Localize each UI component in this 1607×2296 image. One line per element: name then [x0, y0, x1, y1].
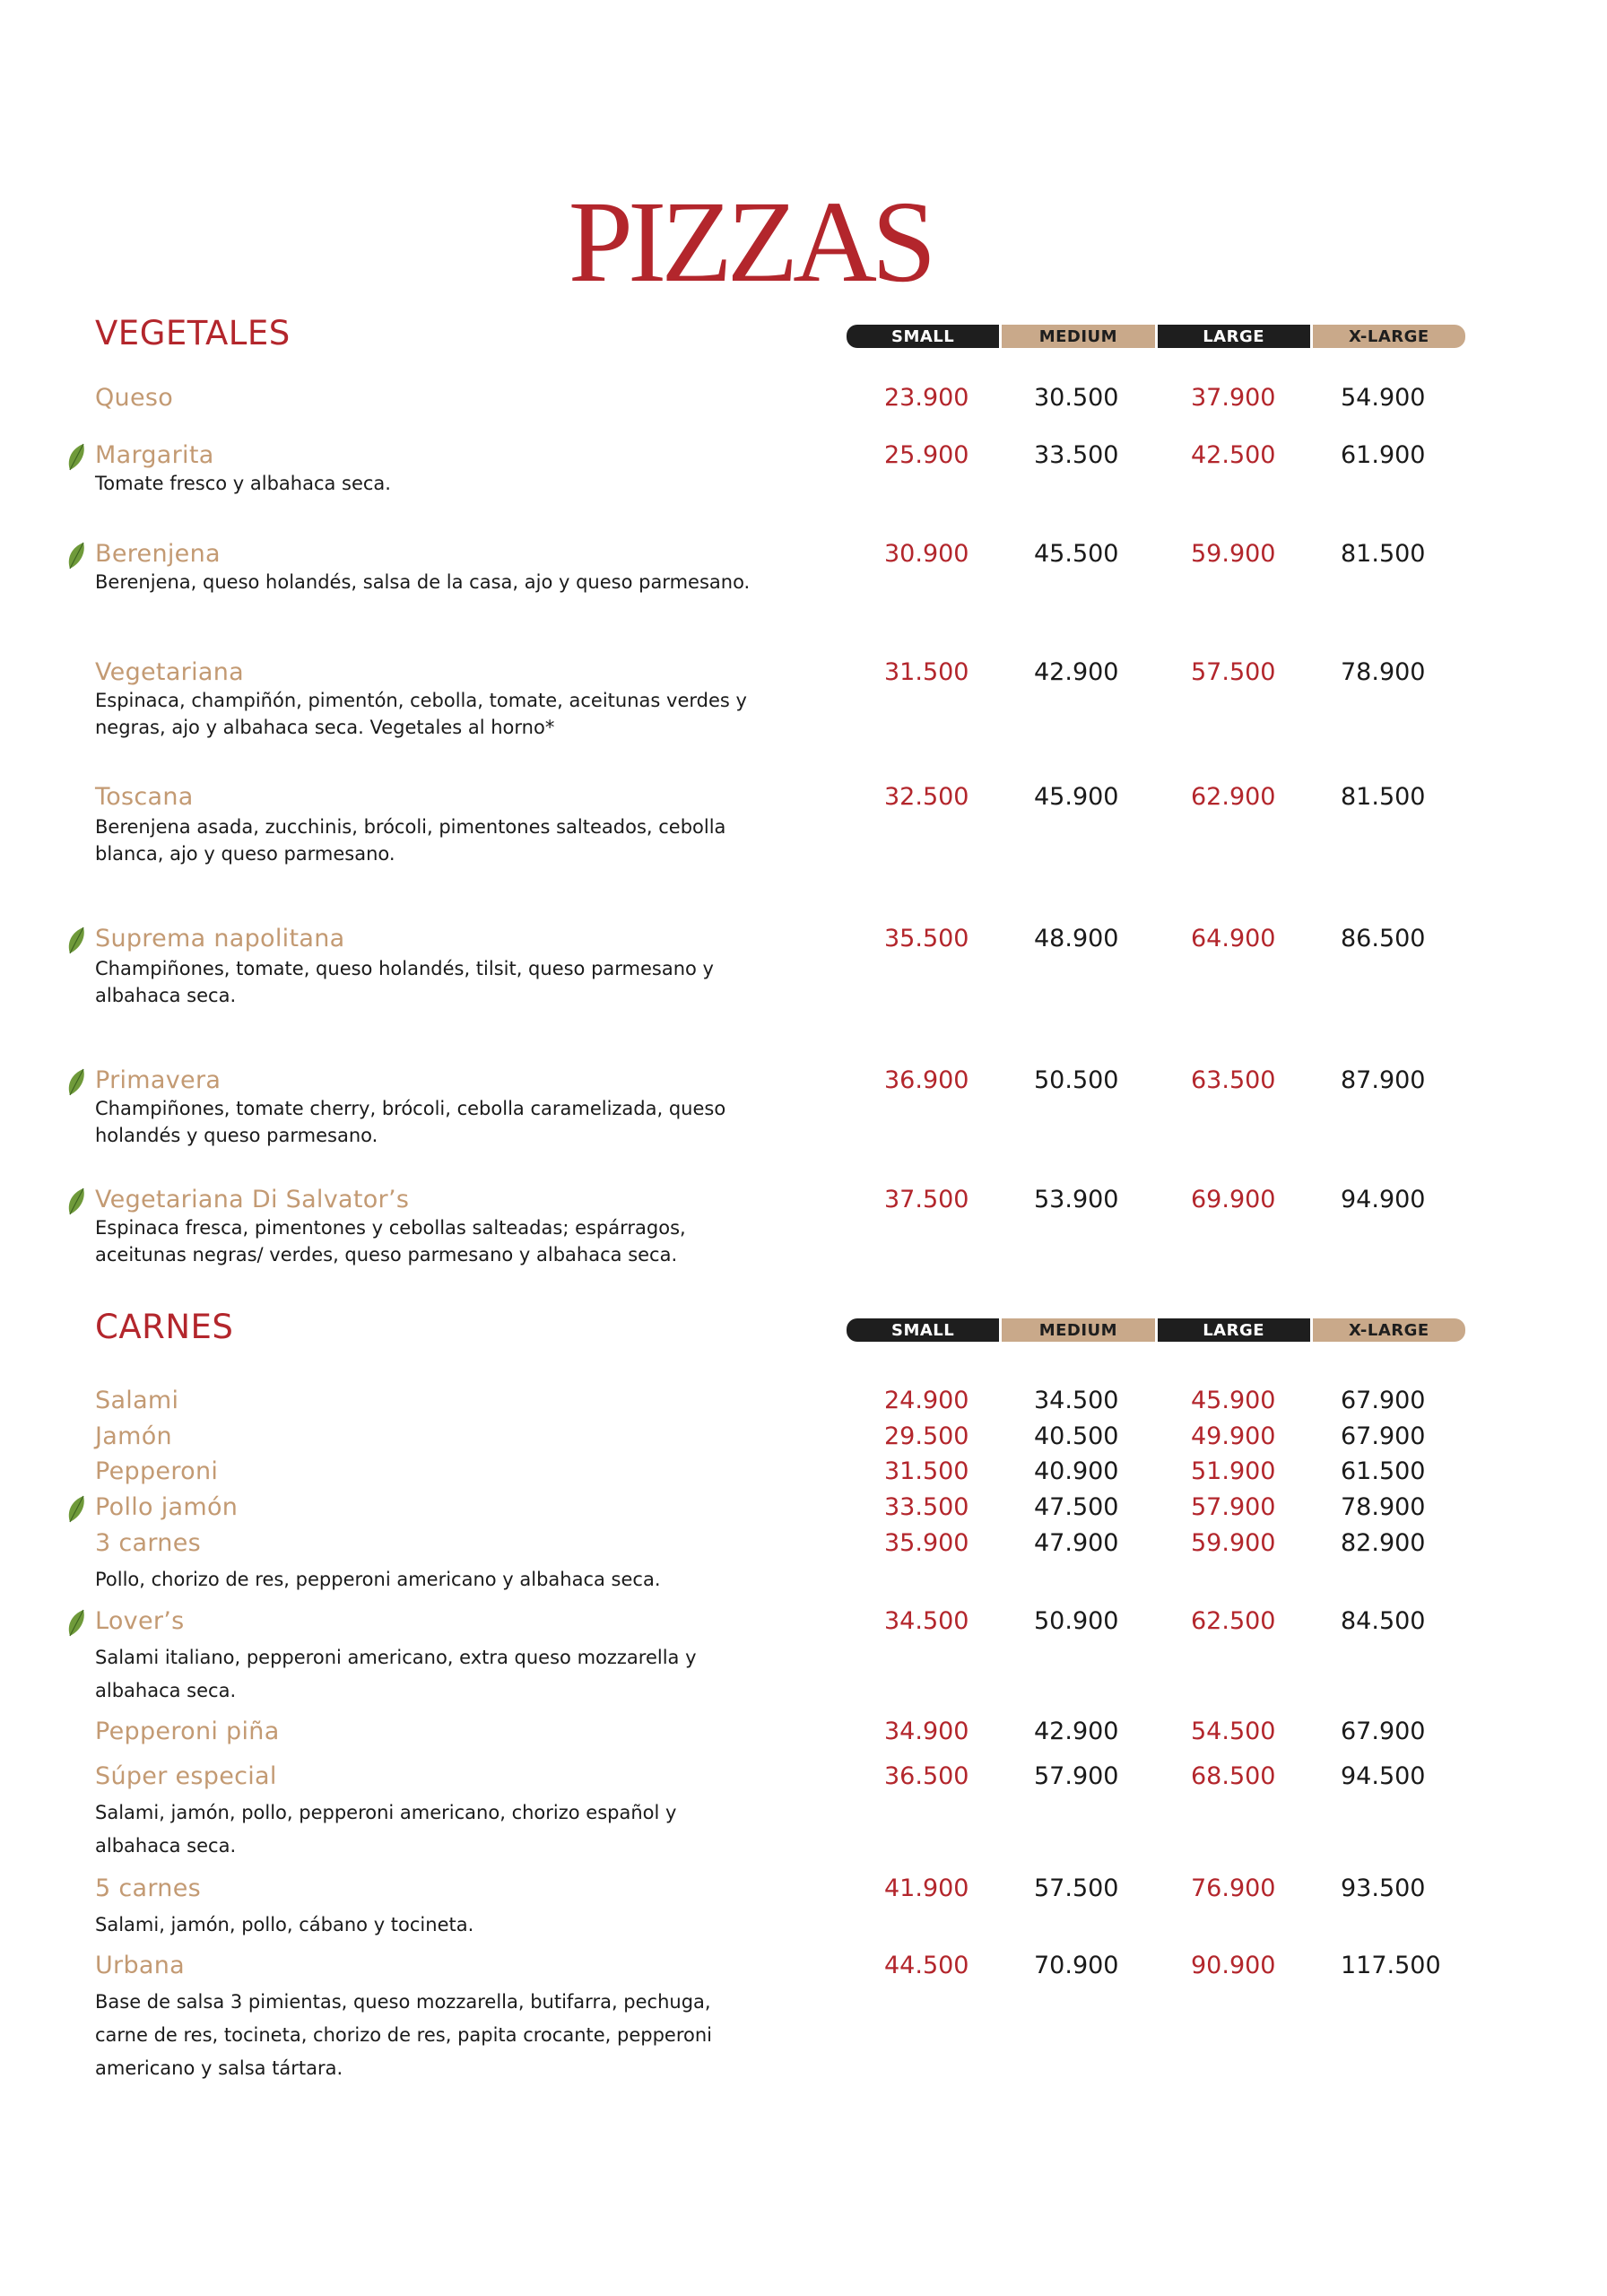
price-large: 54.500	[1191, 1718, 1276, 1745]
price-x-large: 84.500	[1341, 1607, 1426, 1635]
price-medium: 53.900	[1034, 1186, 1119, 1213]
item-name: Jamón	[95, 1422, 172, 1450]
price-large: 51.900	[1191, 1457, 1276, 1485]
price-large: 62.500	[1191, 1607, 1276, 1635]
item-description: Salami, jamón, pollo, cábano y tocineta.	[95, 1914, 474, 1935]
price-large: 45.900	[1191, 1387, 1276, 1414]
price-medium: 47.500	[1034, 1493, 1119, 1521]
price-small: 25.900	[884, 441, 969, 469]
size-header-carnes	[847, 1318, 1465, 1342]
size-header-vegetales	[847, 325, 1465, 348]
price-large: 64.900	[1191, 925, 1276, 952]
price-medium: 40.500	[1034, 1422, 1119, 1450]
price-medium: 45.500	[1034, 540, 1119, 568]
price-medium: 30.500	[1034, 384, 1119, 412]
price-large: 59.900	[1191, 1529, 1276, 1557]
price-small: 34.500	[884, 1607, 969, 1635]
price-medium: 50.500	[1034, 1066, 1119, 1094]
item-name: Vegetariana	[95, 658, 244, 686]
item-description: Salami italiano, pepperoni americano, extra queso mozzarella y albahaca seca.	[95, 1647, 697, 1701]
vegetarian-leaf-icon	[66, 443, 86, 472]
vegetarian-leaf-icon	[66, 542, 86, 570]
price-medium: 47.900	[1034, 1529, 1119, 1557]
size-label-large: LARGE	[1158, 325, 1310, 348]
item-description: Salami, jamón, pollo, pepperoni americano, chorizo español y albahaca seca.	[95, 1802, 677, 1857]
item-name: Pepperoni piña	[95, 1718, 280, 1745]
price-medium: 42.900	[1034, 1718, 1119, 1745]
price-large: 62.900	[1191, 783, 1276, 811]
price-medium: 40.900	[1034, 1457, 1119, 1485]
item-name: Margarita	[95, 441, 214, 469]
price-large: 90.900	[1191, 1952, 1276, 1979]
item-name: Toscana	[95, 783, 194, 811]
price-large: 69.900	[1191, 1186, 1276, 1213]
price-small: 23.900	[884, 384, 969, 412]
price-x-large: 61.500	[1341, 1457, 1426, 1485]
price-x-large: 82.900	[1341, 1529, 1426, 1557]
price-x-large: 86.500	[1341, 925, 1426, 952]
price-small: 29.500	[884, 1422, 969, 1450]
price-small: 30.900	[884, 540, 969, 568]
price-x-large: 78.900	[1341, 658, 1426, 686]
item-description: Espinaca, champiñón, pimentón, cebolla, tomate, aceitunas verdes y negras, ajo y albahaca seca. Vegetales al horno*	[95, 690, 747, 738]
price-x-large: 54.900	[1341, 384, 1426, 412]
item-description: Espinaca fresca, pimentones y cebollas salteadas; espárragos, aceitunas negras/ verdes, queso parmesano y albahaca seca.	[95, 1217, 686, 1265]
item-name: Urbana	[95, 1952, 186, 1979]
price-x-large: 78.900	[1341, 1493, 1426, 1521]
item-name: Lover’s	[95, 1607, 185, 1635]
item-name: Suprema napolitana	[95, 925, 345, 952]
item-description: Berenjena asada, zucchinis, brócoli, pimentones salteados, cebolla blanca, ajo y queso parmesano.	[95, 816, 726, 865]
item-description: Pollo, chorizo de res, pepperoni americano y albahaca seca.	[95, 1569, 661, 1590]
item-description: Berenjena, queso holandés, salsa de la casa, ajo y queso parmesano.	[95, 571, 751, 593]
price-small: 32.500	[884, 783, 969, 811]
price-medium: 45.900	[1034, 783, 1119, 811]
item-name: Queso	[95, 384, 174, 412]
price-large: 57.500	[1191, 658, 1276, 686]
item-name: 3 carnes	[95, 1529, 201, 1557]
price-medium: 70.900	[1034, 1952, 1119, 1979]
price-x-large: 67.900	[1341, 1422, 1426, 1450]
item-name: Pepperoni	[95, 1457, 219, 1485]
price-medium: 42.900	[1034, 658, 1119, 686]
price-small: 33.500	[884, 1493, 969, 1521]
price-x-large: 81.500	[1341, 783, 1426, 811]
size-label-small: SMALL	[847, 1318, 999, 1342]
price-x-large: 67.900	[1341, 1387, 1426, 1414]
size-label-x-large: X-LARGE	[1313, 325, 1465, 348]
section-title-vegetales: VEGETALES	[95, 314, 291, 352]
item-description: Base de salsa 3 pimientas, queso mozzarella, butifarra, pechuga, carne de res, tocineta, chorizo de res, papita crocante, pepperoni americano y salsa tártara.	[95, 1991, 712, 2079]
price-medium: 57.500	[1034, 1874, 1119, 1902]
price-large: 68.500	[1191, 1762, 1276, 1790]
size-label-medium: MEDIUM	[1002, 325, 1154, 348]
price-large: 42.500	[1191, 441, 1276, 469]
vegetarian-leaf-icon	[66, 926, 86, 955]
price-large: 76.900	[1191, 1874, 1276, 1902]
size-label-medium: MEDIUM	[1002, 1318, 1154, 1342]
price-medium: 33.500	[1034, 441, 1119, 469]
page-title: PIZZAS	[568, 178, 932, 308]
vegetarian-leaf-icon	[66, 1187, 86, 1216]
item-name: Vegetariana Di Salvator’s	[95, 1186, 410, 1213]
price-large: 63.500	[1191, 1066, 1276, 1094]
price-large: 37.900	[1191, 384, 1276, 412]
price-small: 31.500	[884, 1457, 969, 1485]
item-name: Berenjena	[95, 540, 221, 568]
size-label-large: LARGE	[1158, 1318, 1310, 1342]
section-title-carnes: CARNES	[95, 1308, 234, 1346]
price-medium: 48.900	[1034, 925, 1119, 952]
price-x-large: 87.900	[1341, 1066, 1426, 1094]
price-x-large: 94.900	[1341, 1186, 1426, 1213]
price-small: 37.500	[884, 1186, 969, 1213]
price-small: 35.900	[884, 1529, 969, 1557]
vegetarian-leaf-icon	[66, 1068, 86, 1097]
price-x-large: 94.500	[1341, 1762, 1426, 1790]
price-medium: 34.500	[1034, 1387, 1119, 1414]
price-x-large: 117.500	[1341, 1952, 1441, 1979]
price-small: 36.500	[884, 1762, 969, 1790]
price-small: 36.900	[884, 1066, 969, 1094]
price-large: 49.900	[1191, 1422, 1276, 1450]
item-name: Súper especial	[95, 1762, 277, 1790]
price-small: 41.900	[884, 1874, 969, 1902]
price-x-large: 93.500	[1341, 1874, 1426, 1902]
size-label-x-large: X-LARGE	[1313, 1318, 1465, 1342]
price-medium: 57.900	[1034, 1762, 1119, 1790]
item-description: Champiñones, tomate cherry, brócoli, cebolla caramelizada, queso holandés y queso parmesano.	[95, 1098, 726, 1146]
price-small: 44.500	[884, 1952, 969, 1979]
price-small: 34.900	[884, 1718, 969, 1745]
size-label-small: SMALL	[847, 325, 999, 348]
price-small: 31.500	[884, 658, 969, 686]
price-x-large: 81.500	[1341, 540, 1426, 568]
item-description: Champiñones, tomate, queso holandés, tilsit, queso parmesano y albahaca seca.	[95, 958, 714, 1006]
item-description: Tomate fresco y albahaca seca.	[95, 473, 391, 494]
price-medium: 50.900	[1034, 1607, 1119, 1635]
vegetarian-leaf-icon	[66, 1609, 86, 1638]
price-x-large: 67.900	[1341, 1718, 1426, 1745]
price-x-large: 61.900	[1341, 441, 1426, 469]
item-name: Pollo jamón	[95, 1493, 239, 1521]
price-large: 59.900	[1191, 540, 1276, 568]
item-name: Salami	[95, 1387, 179, 1414]
item-name: Primavera	[95, 1066, 222, 1094]
price-large: 57.900	[1191, 1493, 1276, 1521]
price-small: 24.900	[884, 1387, 969, 1414]
item-name: 5 carnes	[95, 1874, 201, 1902]
price-small: 35.500	[884, 925, 969, 952]
vegetarian-leaf-icon	[66, 1495, 86, 1524]
